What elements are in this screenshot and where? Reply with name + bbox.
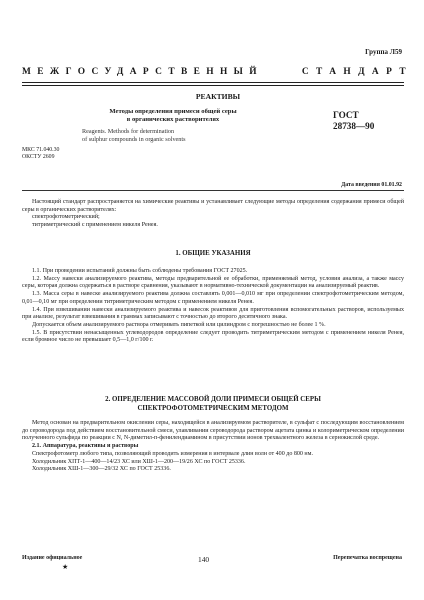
section-2-heading-line1: 2. ОПРЕДЕЛЕНИЕ МАССОВОЙ ДОЛИ ПРИМЕСИ ОБЩЕЙ СЕРЫ — [105, 396, 321, 403]
condenser-item-1: Холодильник ХПТ-1—400—14/23 ХС или ХШ-1—200—19/26 ХС по ГОСТ 25336. — [32, 458, 246, 465]
document-title — [78, 108, 268, 124]
intro-method-2: титриметрический с применением никеля Ренея. — [32, 222, 158, 229]
clause-1-4: 1.4. При взвешивании навески анализируемого реактива и навесок реактивов для приготовления вспомогательных растворов, используемых при анализе, результат взвешивания в граммах записывают с точностью до второго десятичного знака. — [22, 306, 404, 321]
intro-text — [22, 199, 404, 230]
banner-standard: СТАНДАРТ — [301, 67, 413, 77]
gost-number — [333, 110, 374, 131]
title-divider — [22, 190, 404, 191]
section-2-heading — [22, 396, 404, 413]
english-title — [82, 128, 282, 144]
standard-banner — [22, 67, 413, 77]
clause-1-2: 1.2. Массу навески анализируемого реактива, методы предварительной ее обработки, применяемый метод, условия анализа, а также массу серы, которая должна содержаться в растворе сравнения, указывают в нормативно-технической документации на анализируемый реактив. — [22, 275, 404, 290]
clause-1-1: 1.1. При проведении испытаний должны быть соблюдены требования ГОСТ 27025. — [32, 268, 248, 274]
section-2-heading-line2: СПЕКТРОФОТОМЕТРИЧЕСКИМ МЕТОДОМ — [137, 404, 289, 412]
intro-method-1: спектрофотометрический; — [32, 214, 100, 221]
mks-code: МКС 71.040.30 — [22, 147, 60, 153]
header-rule-bottom — [22, 85, 404, 86]
reprint-prohibited-label: Перепечатка воспрещена — [333, 555, 402, 561]
group-code: Группа Л59 — [365, 48, 402, 56]
introduction-date — [341, 182, 402, 188]
okstu-code: ОКСТУ 2609 — [22, 154, 55, 161]
section-1-heading: 1. ОБЩИЕ УКАЗАНИЯ — [175, 250, 251, 257]
header-rule-top — [22, 82, 404, 83]
section-1-body — [22, 268, 404, 345]
english-title-line2: of sulphur compounds in organic solvents — [82, 136, 186, 143]
english-title-line1: Reagents. Methods for determination — [82, 128, 175, 135]
page-number: 140 — [198, 555, 210, 564]
intro-paragraph: Настоящий стандарт распространяется на химические реактивы и устанавливает следующие методы определения содержания примеси общей серы в органических растворителях: — [22, 199, 404, 213]
introduction-date-label: Дата введения — [341, 182, 380, 188]
gost-label: ГОСТ — [333, 110, 359, 120]
subsection-2-1-heading: 2.1. Аппаратура, реактивы и растворы — [32, 443, 139, 450]
official-edition-label: Издание официальное — [22, 555, 83, 561]
banner-interstate: МЕЖГОСУДАРСТВЕННЫЙ — [22, 67, 263, 77]
clause-1-5: 1.5. В присутствии ненасыщенных углеводородов определение следует проводить титриметрическим методом с применением никеля Ренея, если бромное число не превышает 0,5—1,0 г/100 г. — [22, 329, 404, 344]
star-icon: ★ — [62, 563, 69, 571]
condenser-item-2: Холодильник ХШ-1—300—29/32 ХС по ГОСТ 25336. — [32, 466, 171, 473]
document-title-line1: Методы определения примеси общей серы — [109, 108, 237, 115]
introduction-date-value: 01.01.92 — [381, 182, 402, 188]
document-category: РЕАКТИВЫ — [195, 92, 241, 101]
clause-1-4-note: Допускается объем анализируемого раствора отмеривать пипеткой или цилиндром с погрешностью не более 1 %. — [32, 321, 326, 328]
section-2-body — [22, 420, 404, 474]
spectrophotometer-item: Спектрофотометр любого типа, позволяющий проводить измерения в интервале длин волн от 400 до 800 нм. — [32, 450, 314, 457]
clause-1-3: 1.3. Масса серы в навеске анализируемого реактива должна составлять 0,001—0,010 мг при определении спектрофотометрическим методом, 0,01—0,10 мг при определении титриметрическим методом с применением никеля Ренея. — [22, 291, 404, 305]
document-title-line2: в органических растворителях — [126, 116, 220, 123]
classification-codes — [22, 147, 59, 162]
gost-code: 28738—90 — [333, 120, 375, 131]
method-principle: Метод основан на предварительном окислении серы, находящейся в анализируемом растворителе, в сульфат с последующим восстановлением до сероводорода под действием восстановительной смеси, улавливании сероводорода раствором ацетата цинка и колориметрическом определении полученного сульфида по реакции с N, N-диметил-п-фенилендиамином в присутствии ионов трехвалентного железа в сернокислой среде. — [22, 420, 404, 442]
